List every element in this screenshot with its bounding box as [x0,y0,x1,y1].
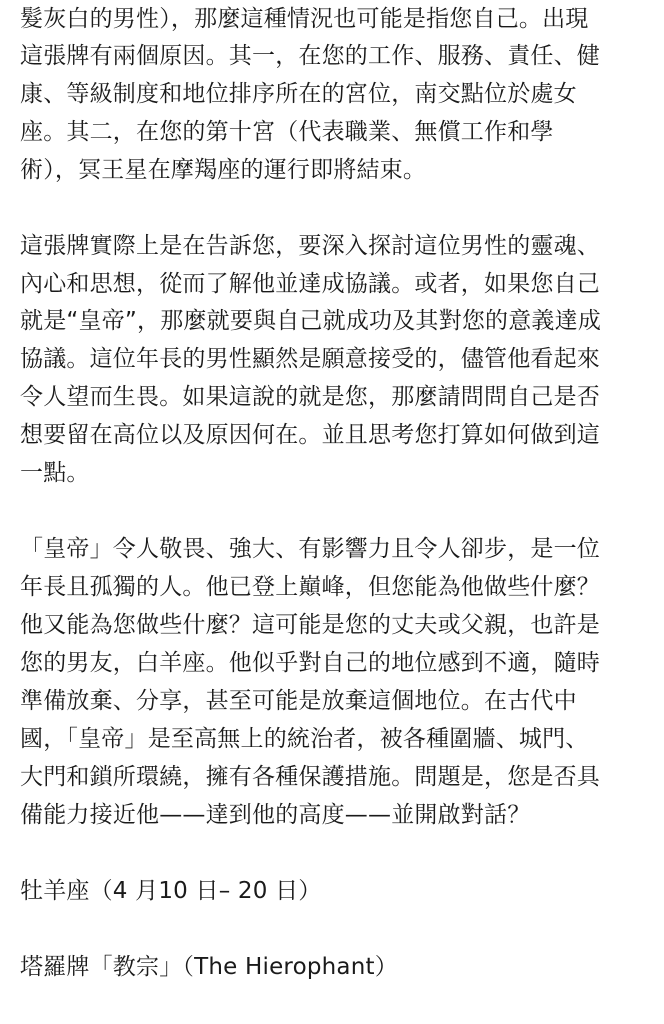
tarot-card-heading: 塔羅牌「教宗」（The Hierophant） [20,954,398,980]
paragraph-3-line-5: 準備放棄、分享，甚至可能是放棄這個地位。在古代中 [20,688,577,714]
zodiac-date-heading: 牡羊座（4 月10 日– 20 日） [20,878,322,904]
paragraph-3-line-1: 「皇帝」令人敬畏、強大、有影響力且令人卻步，是一位 [20,536,600,562]
paragraph-2-line-5: 令人望而生畏。如果這說的就是您，那麼請問問自己是否 [20,384,600,410]
paragraph-3-line-4: 您的男友，白羊座。他似乎對自己的地位感到不適，隨時 [20,650,600,676]
paragraph-1-line-2: 這張牌有兩個原因。其一，在您的工作、服務、責任、健 [20,43,600,69]
paragraph-3-line-7: 大門和鎖所環繞，擁有各種保護措施。問題是，您是否具 [20,764,600,790]
paragraph-1-line-1: 髮灰白的男性），那麼這種情況也可能是指您自己。出現 [20,6,589,32]
paragraph-2-line-1: 這張牌實際上是在告訴您，要深入探討這位男性的靈魂、 [20,233,600,259]
paragraph-3-line-3: 他又能為您做些什麼？這可能是您的丈夫或父親，也許是 [20,612,600,638]
paragraph-2-line-2: 內心和思想，從而了解他並達成協議。或者，如果您自己 [20,271,600,297]
paragraph-3-line-6: 國，「皇帝」是至高無上的統治者，被各種圍牆、城門、 [20,726,589,752]
paragraph-1-line-3: 康、等級制度和地位排序所在的宮位，南交點位於處女 [20,81,577,107]
paragraph-2-line-6: 想要留在高位以及原因何在。並且思考您打算如何做到這 [20,422,600,448]
paragraph-3-line-2: 年長且孤獨的人。他已登上巔峰，但您能為他做些什麼？ [20,574,600,600]
paragraph-2-line-7: 一點。 [20,460,90,486]
paragraph-1-line-4: 座。其二，在您的第十宮（代表職業、無償工作和學 [20,119,554,145]
paragraph-3-line-8: 備能力接近他——達到他的高度——並開啟對話？ [20,802,531,828]
paragraph-1-line-5: 術），冥王星在摩羯座的運行即將結束。 [20,157,427,183]
paragraph-2-line-3: 就是“皇帝”，那麼就要與自己就成功及其對您的意義達成 [20,308,602,334]
paragraph-2-line-4: 協議。這位年長的男性顯然是願意接受的，儘管他看起來 [20,346,600,372]
